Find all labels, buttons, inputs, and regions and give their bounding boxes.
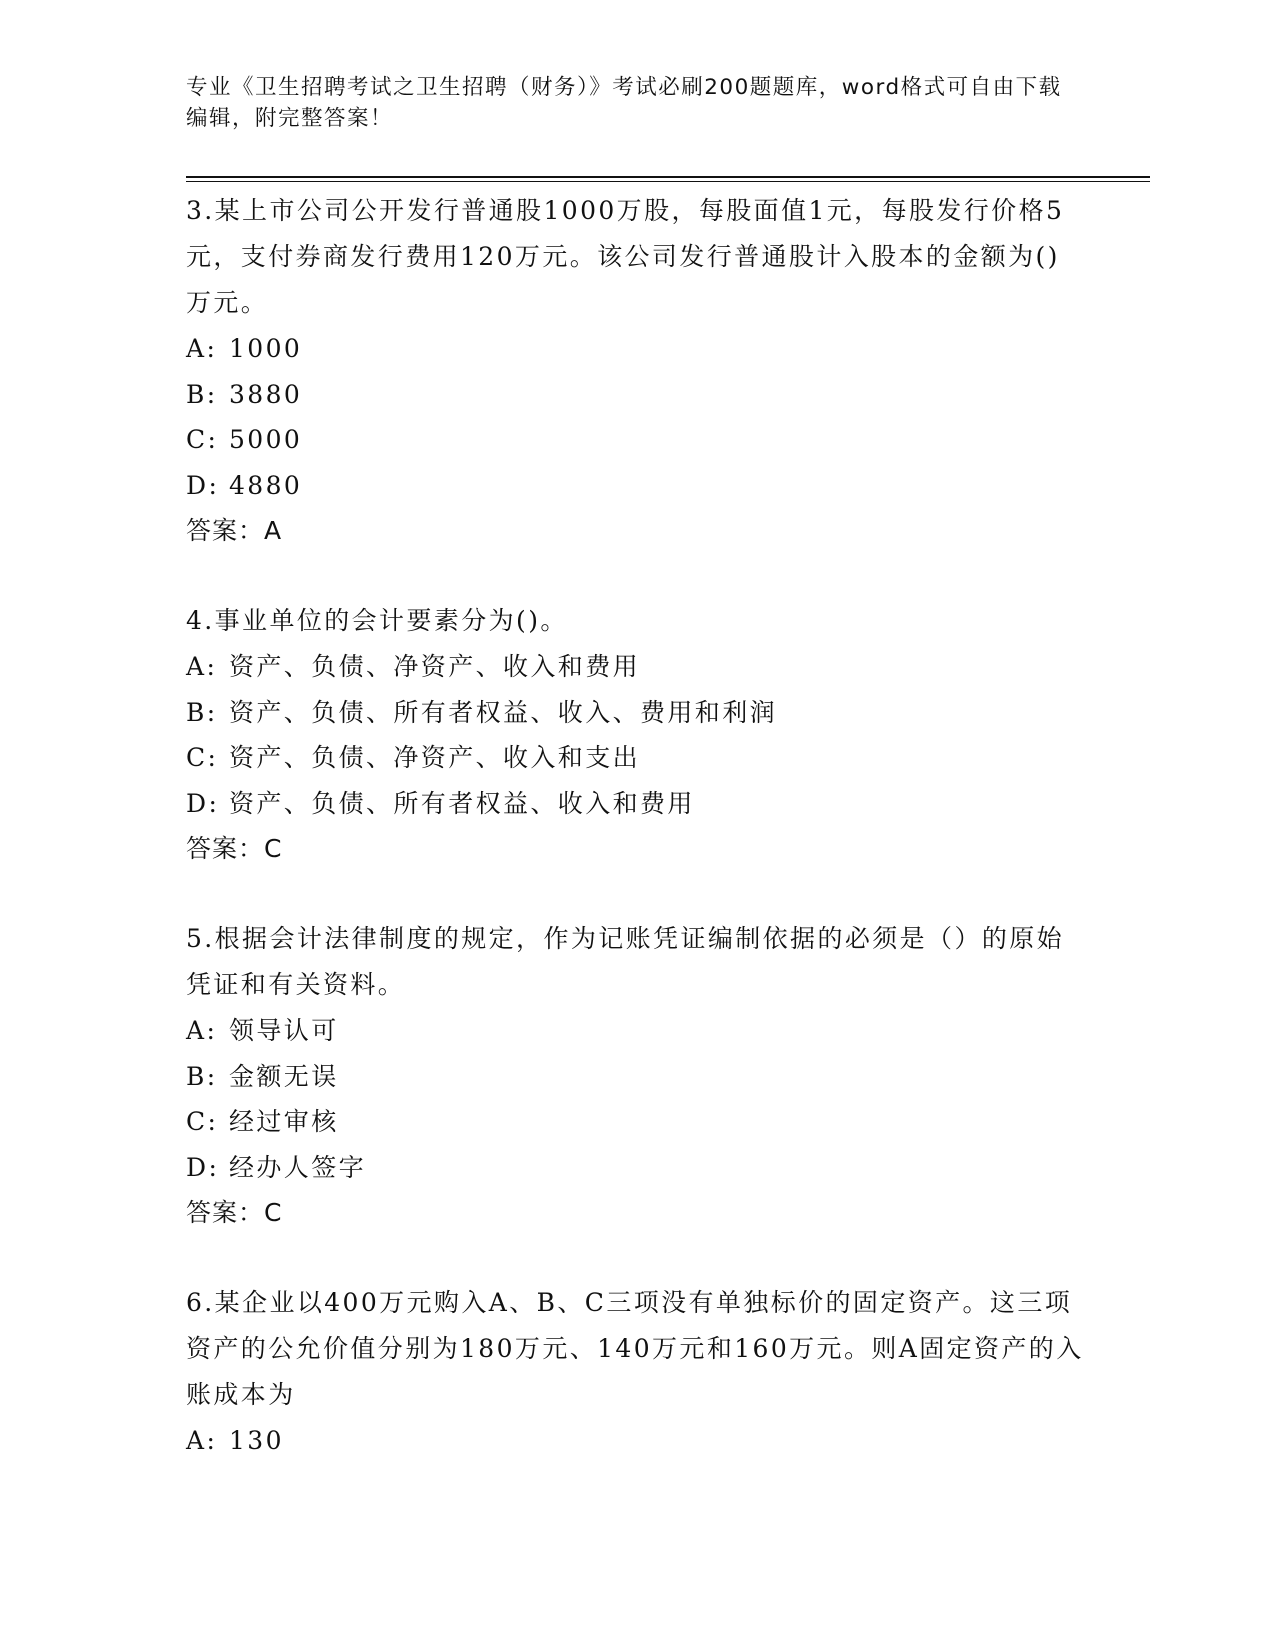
option-a	[186, 1008, 1086, 1054]
question-list	[186, 188, 1086, 1508]
option-key: B:	[186, 379, 218, 409]
option-a	[186, 644, 1086, 690]
question-stem: 5.根据会计法律制度的规定，作为记账凭证编制依据的必须是（）的原始凭证和有关资料。	[186, 924, 1065, 999]
header-divider-thick	[186, 176, 1150, 178]
option-text: 130	[229, 1426, 284, 1455]
option-text: 资产、负债、净资产、收入和支出	[229, 743, 641, 772]
option-key: A:	[186, 1016, 218, 1045]
option-c	[186, 1099, 1086, 1145]
option-b	[186, 372, 1086, 418]
option-text: 领导认可	[229, 1016, 339, 1045]
option-key: B:	[186, 697, 218, 727]
option-text: 资产、负债、所有者权益、收入、费用和利润	[229, 697, 778, 727]
option-key: B:	[186, 1061, 218, 1091]
option-key: D:	[186, 470, 220, 500]
answer-line: 答案：C	[186, 834, 283, 863]
option-text: 资产、负债、所有者权益、收入和费用	[229, 788, 695, 818]
option-b	[186, 690, 1086, 736]
question-3	[186, 188, 1086, 554]
answer-line: 答案：A	[186, 516, 283, 545]
option-a	[186, 1418, 1086, 1464]
option-text: 4880	[229, 470, 303, 500]
option-text: 经办人签字	[229, 1152, 367, 1182]
option-d	[186, 463, 1086, 509]
page-header: 专业《卫生招聘考试之卫生招聘（财务）》考试必刷200题题库，word格式可自由下载编辑，附完整答案！	[186, 75, 1062, 131]
option-key: A:	[186, 334, 218, 363]
question-stem: 3.某上市公司公开发行普通股1000万股，每股面值1元，每股发行价格5元，支付券商发行费用120万元。该公司发行普通股计入股本的金额为()万元。	[186, 196, 1065, 317]
question-6	[186, 1280, 1086, 1464]
answer-line: 答案：C	[186, 1198, 283, 1227]
option-text: 1000	[229, 334, 303, 363]
option-key: C:	[186, 1107, 219, 1136]
option-d	[186, 781, 1086, 827]
option-d	[186, 1145, 1086, 1191]
option-text: 3880	[229, 379, 303, 409]
question-stem: 4.事业单位的会计要素分为()。	[186, 606, 568, 635]
option-a	[186, 326, 1086, 372]
option-text: 金额无误	[229, 1061, 339, 1091]
question-5	[186, 916, 1086, 1236]
option-b	[186, 1054, 1086, 1100]
option-key: A:	[186, 1426, 218, 1455]
option-key: D:	[186, 1152, 220, 1182]
option-c	[186, 735, 1086, 781]
option-c	[186, 417, 1086, 463]
option-key: A:	[186, 652, 218, 681]
question-stem: 6.某企业以400万元购入A、B、C三项没有单独标价的固定资产。这三项资产的公允价值分别为180万元、140万元和160万元。则A固定资产的入账成本为	[186, 1288, 1084, 1409]
option-key: C:	[186, 425, 219, 454]
header-divider-thin	[186, 181, 1150, 182]
option-key: C:	[186, 743, 219, 772]
option-key: D:	[186, 788, 220, 818]
option-text: 资产、负债、净资产、收入和费用	[229, 652, 641, 681]
option-text: 5000	[229, 425, 303, 454]
question-4	[186, 598, 1086, 872]
option-text: 经过审核	[229, 1107, 339, 1136]
